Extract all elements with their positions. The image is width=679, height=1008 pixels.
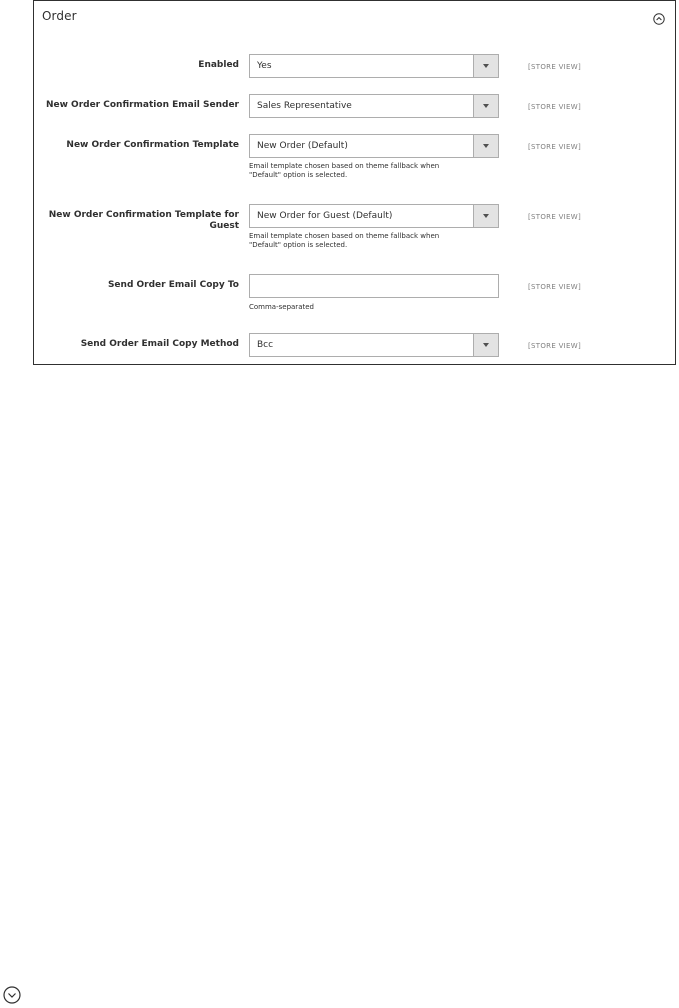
label-line: New Order Confirmation Template for [48, 210, 239, 220]
guest-template-select[interactable] [249, 204, 499, 228]
field-label-copy-method: Send Order Email Copy Method [80, 339, 239, 349]
field-label-enabled: Enabled [198, 60, 239, 70]
field-label-copy-to: Send Order Email Copy To [107, 280, 239, 290]
caret-down-icon [483, 343, 489, 347]
note-line: "Default" option is selected. [249, 171, 348, 179]
copy-method-select-value: Bcc [257, 340, 274, 350]
caret-down-icon [483, 144, 489, 148]
label-line: Guest [209, 221, 239, 231]
confirmation-template-select-value: New Order (Default) [257, 141, 348, 151]
copy-to-note: Comma-separated [249, 303, 314, 311]
copy-to-input[interactable] [249, 274, 499, 298]
field-label-email-sender: New Order Confirmation Email Sender [45, 100, 239, 110]
scope-label-enabled: [STORE VIEW] [528, 63, 581, 71]
confirmation-template-note [249, 162, 489, 180]
section-title[interactable]: Order [42, 9, 77, 23]
select-arrow-button[interactable] [473, 205, 498, 227]
caret-down-icon [483, 104, 489, 108]
select-arrow-button[interactable] [473, 334, 498, 356]
scope-label-confirmation-template: [STORE VIEW] [528, 143, 581, 151]
guest-template-select-value: New Order for Guest (Default) [257, 211, 393, 221]
field-label-confirmation-template: New Order Confirmation Template [66, 140, 239, 150]
select-arrow-button[interactable] [473, 95, 498, 117]
note-line: Email template chosen based on theme fallback when [249, 162, 440, 170]
scope-label-copy-to: [STORE VIEW] [528, 283, 581, 291]
select-arrow-button[interactable] [473, 135, 498, 157]
scope-label-guest-template: [STORE VIEW] [528, 213, 581, 221]
select-arrow-button[interactable] [473, 55, 498, 77]
note-line: "Default" option is selected. [249, 241, 348, 249]
confirmation-template-select[interactable] [249, 134, 499, 158]
enabled-select[interactable] [249, 54, 499, 78]
copy-method-select[interactable] [249, 333, 499, 357]
scope-label-email-sender: [STORE VIEW] [528, 103, 581, 111]
enabled-select-value: Yes [257, 61, 272, 71]
scope-label-copy-method: [STORE VIEW] [528, 342, 581, 350]
caret-down-icon [483, 64, 489, 68]
email-sender-select-value: Sales Representative [257, 101, 352, 111]
caret-down-icon [483, 214, 489, 218]
collapse-section-icon[interactable] [653, 10, 665, 22]
note-line: Email template chosen based on theme fallback when [249, 232, 440, 240]
field-label-guest-template [39, 210, 239, 232]
email-sender-select[interactable] [249, 94, 499, 118]
expand-section-icon[interactable] [3, 986, 21, 1004]
guest-template-note [249, 232, 489, 250]
order-section-panel [33, 0, 676, 365]
